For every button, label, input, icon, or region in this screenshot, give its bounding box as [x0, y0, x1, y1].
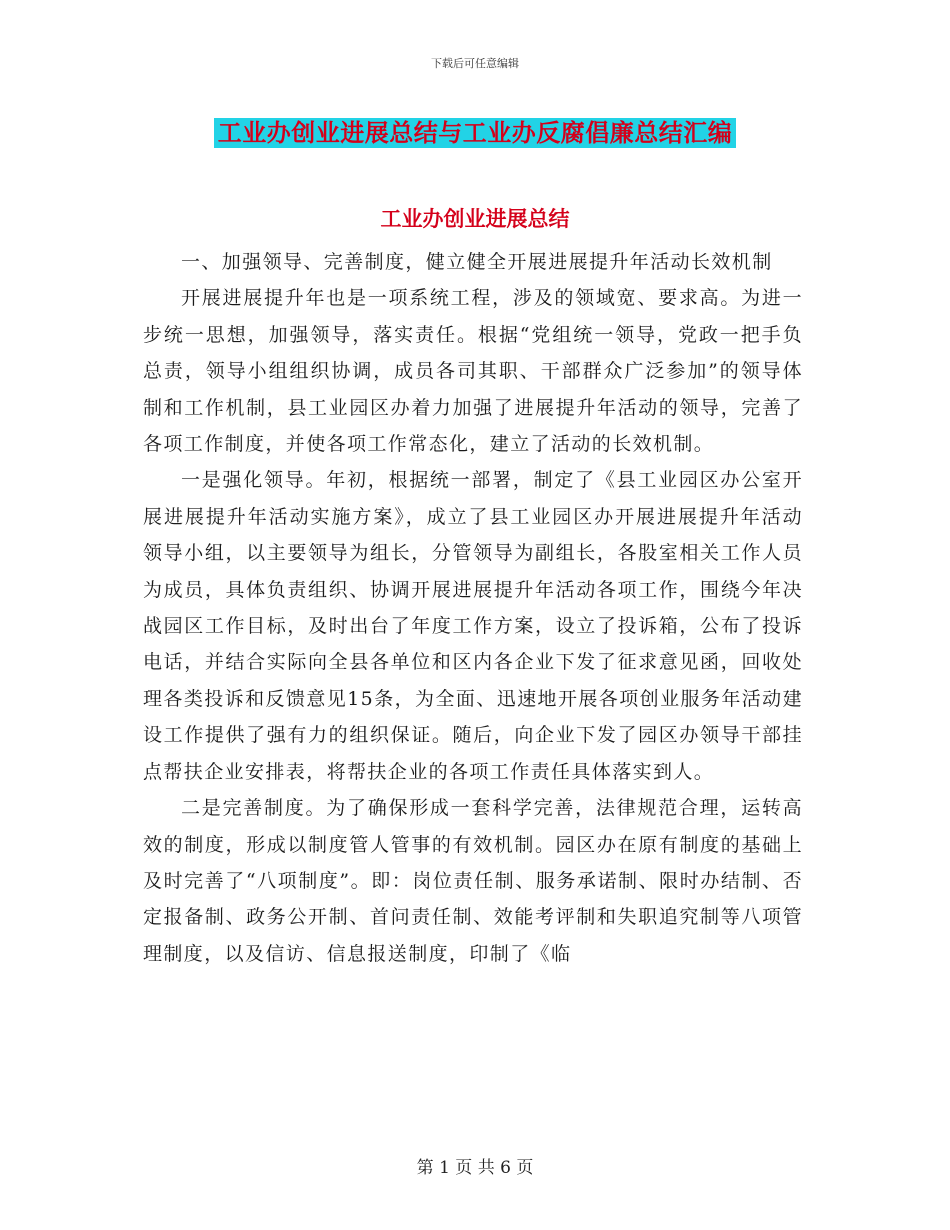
paragraph-4: 二是完善制度。为了确保形成一套科学完善，法律规范合理，运转高效的制度，形成以制度管人管事的有效机制。园区办在原有制度的基础上及时完善了“八项制度”。即：岗位责任制、服务承诺制、限时办结制、否定报备制、政务公开制、首问责任制、效能考评制和失职追究制等八项管理制度，以及信访、信息报送制度，印制了《临 [143, 797, 803, 965]
document-title [0, 113, 950, 148]
section-title: 工业办创业进展总结 [380, 207, 570, 231]
paragraph-2: 开展进展提升年也是一项系统工程，涉及的领域宽、要求高。为进一步统一思想，加强领导，落实责任。根据“党组统一领导，党政一把手负总责，领导小组组织协调，成员各司其职、干部群众广泛参加”的领导体制和工作机制，县工业园区办着力加强了进展提升年活动的领导，完善了各项工作制度，并使各项工作常态化，建立了活动的长效机制。 [143, 287, 803, 456]
document-title-text: 工业办创业进展总结与工业办反腐倡廉总结汇编 [214, 118, 737, 148]
paragraph-3: 一是强化领导。年初，根据统一部署，制定了《县工业园区办公室开展进展提升年活动实施方案》，成立了县工业园区办开展进展提升年活动领导小组，以主要领导为组长，分管领导为副组长，各股室相关工作人员为成员，具体负责组织、协调开展进展提升年活动各项工作，围绕今年决战园区工作目标，及时出台了年度工作方案，设立了投诉箱，公布了投诉电话，并结合实际向全县各单位和区内各企业下发了征求意见函，回收处理各类投诉和反馈意见15条，为全面、迅速地开展各项创业服务年活动建设工作提供了强有力的组织保证。随后，向企业下发了园区办领导干部挂点帮扶企业安排表，将帮扶企业的各项工作责任具体落实到人。 [143, 469, 803, 783]
header-note: 下载后可任意编辑 [431, 57, 519, 70]
page-footer: 第 1 页 共 6 页 [416, 1158, 534, 1178]
body-text [143, 244, 803, 972]
paragraph-1: 一、加强领导、完善制度，健立健全开展进展提升年活动长效机制 [181, 251, 773, 273]
